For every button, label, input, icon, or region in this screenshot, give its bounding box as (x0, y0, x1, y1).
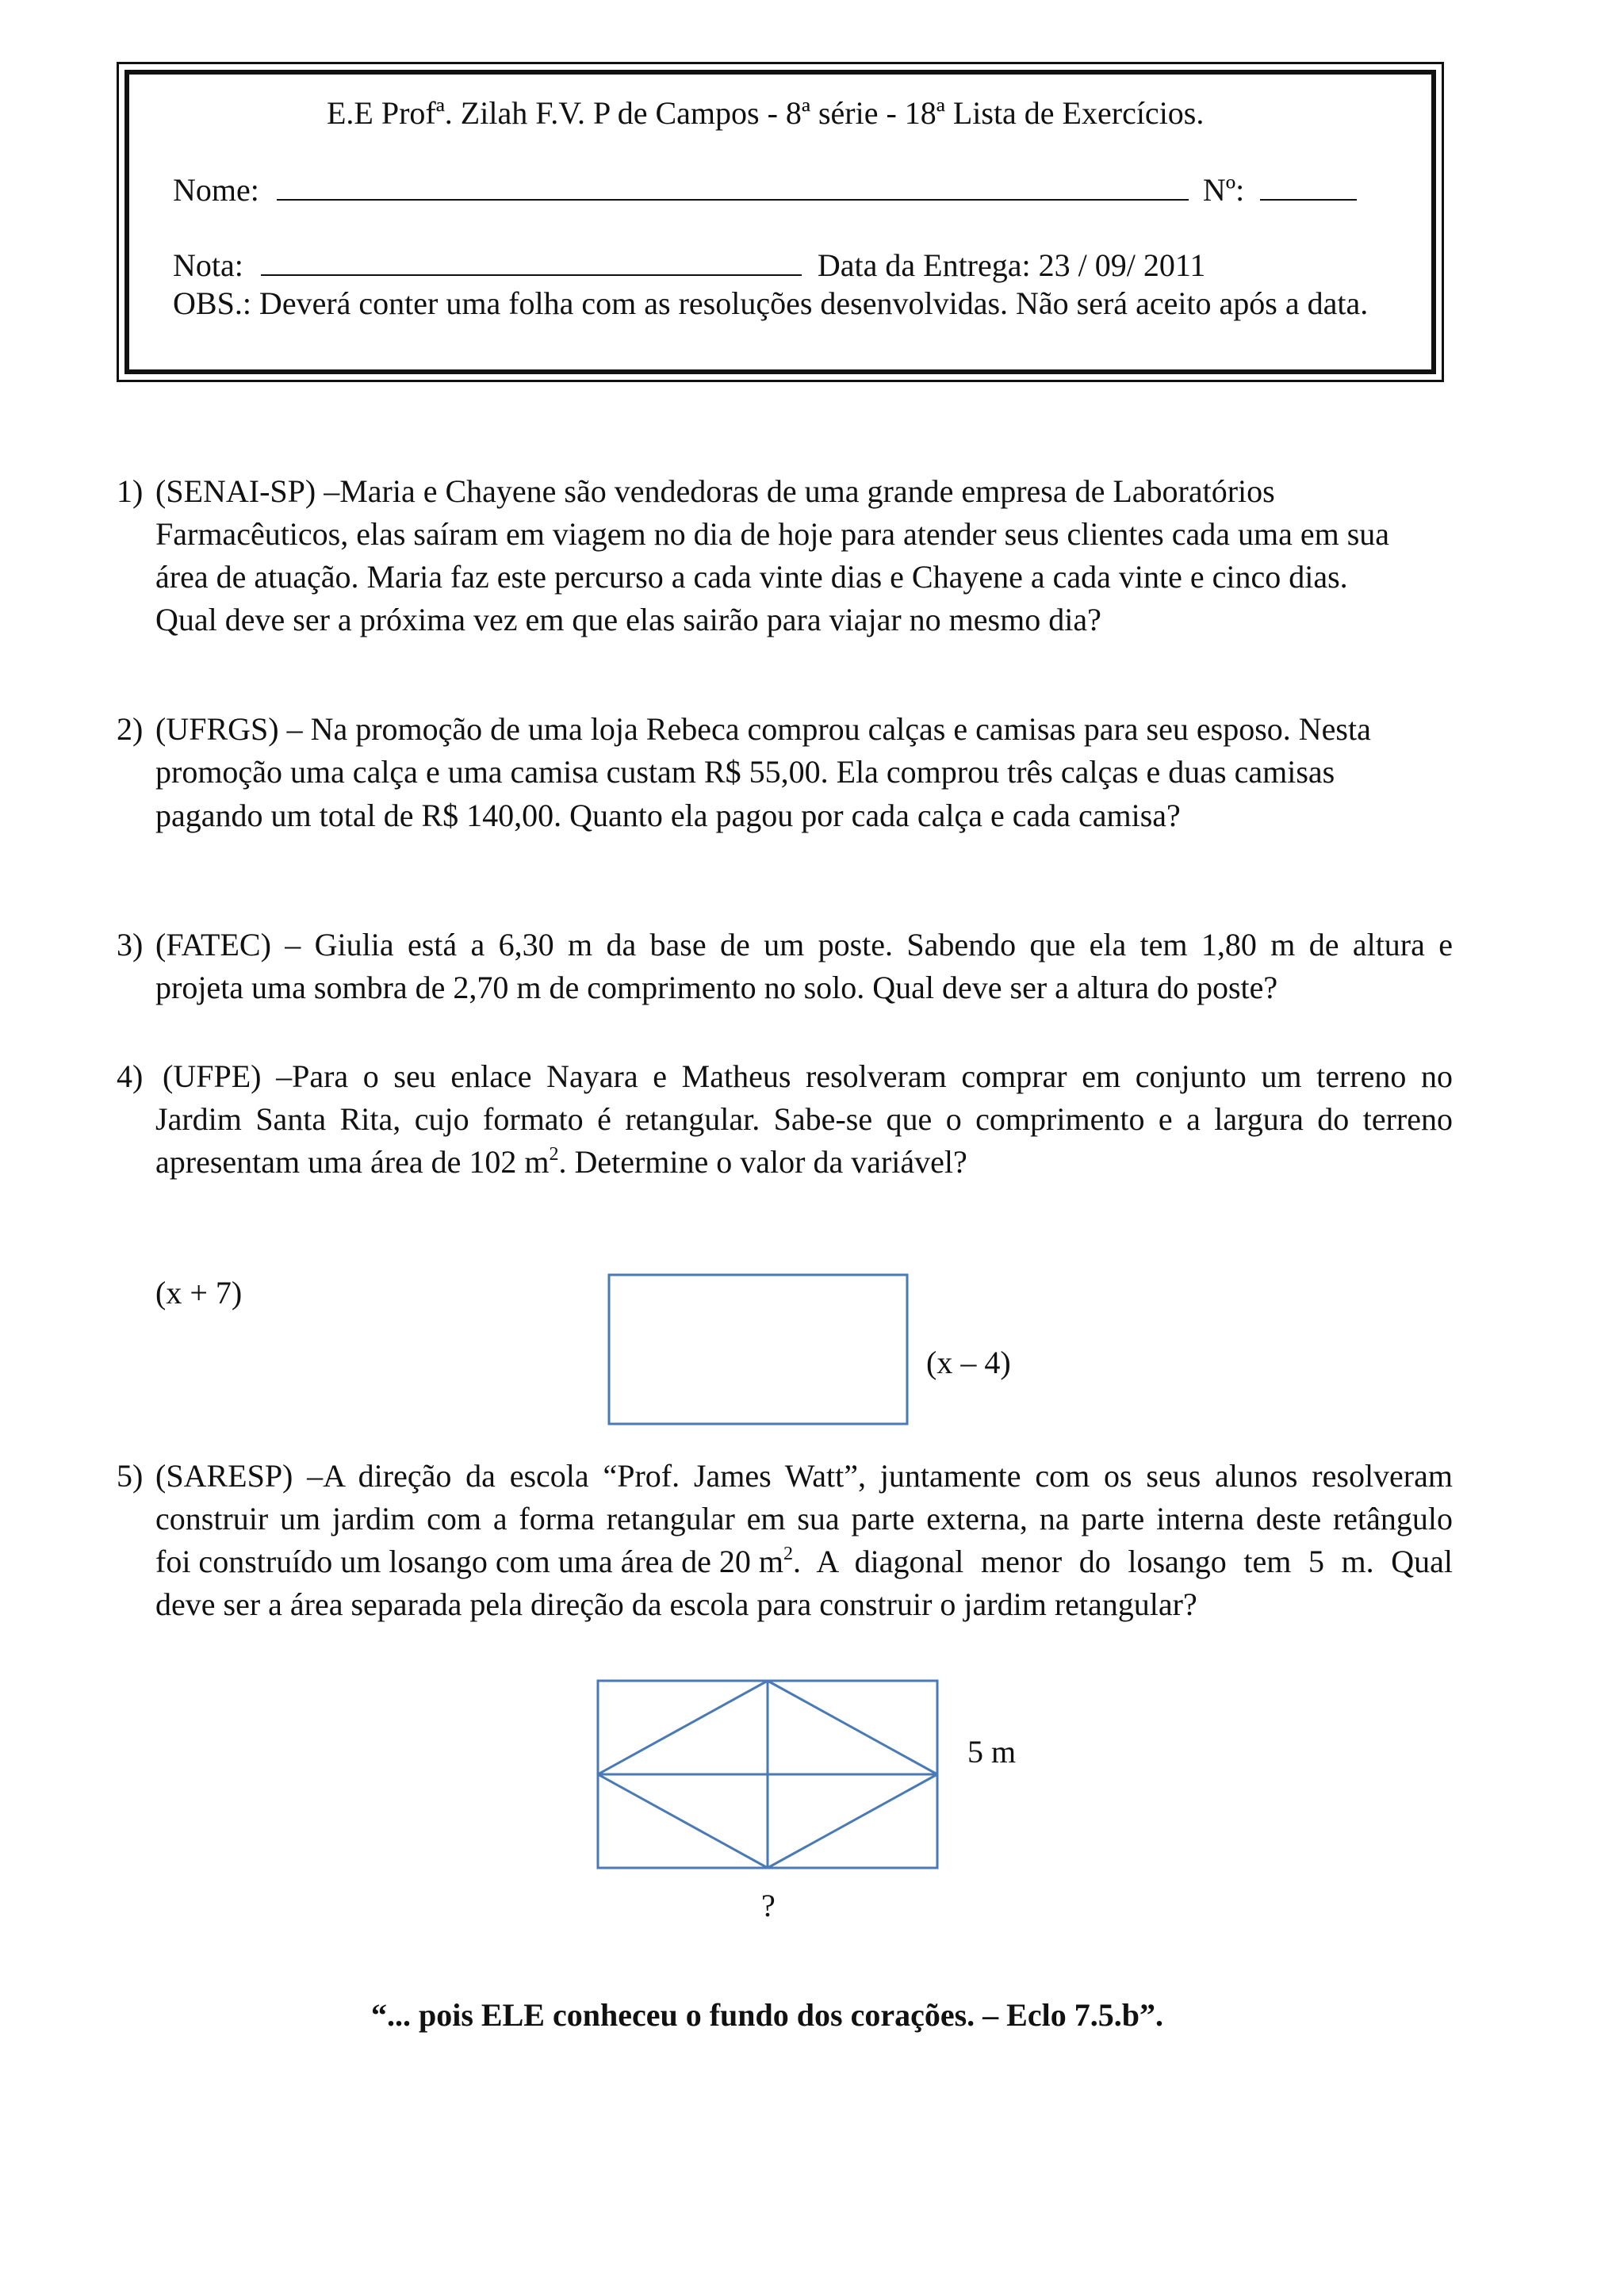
name-row (173, 170, 1357, 209)
question-line-area (155, 1143, 967, 1181)
grade-label: Nota: (173, 247, 243, 283)
number-field[interactable] (1260, 170, 1357, 201)
grade-row (173, 246, 1205, 285)
question-text-group (155, 1543, 793, 1581)
name-field[interactable] (277, 170, 1189, 201)
question-line: pagando um total de R$ 140,00. Quanto ela pagou por cada calça e cada camisa? (155, 798, 1181, 833)
terrain-rectangle-figure (604, 1272, 910, 1427)
number-label: Nº: (1202, 172, 1245, 208)
question-text: foi construído um losango com uma área de 20 m (155, 1544, 784, 1579)
rhombus-side (598, 1774, 768, 1868)
question-number: 1) (117, 473, 144, 509)
question-text: apresentam uma área de 102 m (155, 1144, 550, 1180)
obs-note: OBS.: Deverá conter uma folha com as resoluções desenvolvidas. Não será aceito após a data. (173, 285, 1369, 321)
question-line-area (155, 1543, 1453, 1581)
question-number: 4) (117, 1058, 144, 1094)
question-line: (SENAI-SP) –Maria e Chayene são vendedoras de uma grande empresa de Laboratórios (155, 473, 1275, 509)
question-line: construir um jardim com a forma retangular em sua parte externa, na parte interna deste retângulo (155, 1501, 1453, 1536)
rhombus-side (598, 1681, 768, 1774)
question-text: . A diagonal menor do losango tem 5 m. Qual (793, 1544, 1453, 1579)
terrain-rectangle (609, 1275, 907, 1424)
question-line: Farmacêuticos, elas saíram em viagem no dia de hoje para atender seus clientes cada uma em sua (155, 516, 1390, 552)
length-label: (x + 7) (155, 1275, 243, 1311)
question-line: projeta uma sombra de 2,70 m de comprimento no solo. Qual deve ser a altura do poste? (155, 970, 1278, 1005)
question-number: 2) (117, 711, 144, 747)
garden-figure (593, 1678, 942, 1872)
superscript: 2 (783, 1544, 794, 1564)
question-line: área de atuação. Maria faz este percurso a cada vinte dias e Chayene a cada vinte e cinco dias. (155, 559, 1348, 595)
question-line: promoção uma calça e uma camisa custam R$ 55,00. Ela comprou três calças e duas camisas (155, 754, 1335, 790)
question-line: (UFRGS) – Na promoção de uma loja Rebeca comprou calças e camisas para seu esposo. Nesta (155, 711, 1371, 747)
name-label: Nome: (173, 172, 259, 208)
due-date: Data da Entrega: 23 / 09/ 2011 (817, 247, 1206, 283)
question-line: (FATEC) – Giulia está a 6,30 m da base de um poste. Sabendo que ela tem 1,80 m de altura e (155, 927, 1453, 962)
width-label: (x – 4) (926, 1345, 1011, 1380)
rhombus-side (768, 1774, 937, 1868)
question-number: 3) (117, 927, 144, 962)
height-label: 5 m (967, 1734, 1017, 1770)
rhombus-side (768, 1681, 937, 1774)
question-line: Qual deve ser a próxima vez em que elas sairão para viajar no mesmo dia? (155, 602, 1101, 637)
footer-quote: “... pois ELE conheceu o fundo dos corações. – Eclo 7.5.b”. (371, 1997, 1163, 2033)
superscript: 2 (549, 1144, 559, 1165)
grade-field[interactable] (261, 246, 802, 276)
question-number: 5) (117, 1458, 144, 1494)
question-line: (UFPE) –Para o seu enlace Nayara e Matheus resolveram comprar em conjunto um terreno no (163, 1058, 1453, 1094)
header-title: E.E Profª. Zilah F.V. P de Campos - 8ª série - 18ª Lista de Exercícios. (327, 95, 1205, 131)
unknown-width-label: ? (761, 1888, 776, 1923)
question-line: deve ser a área separada pela direção da escola para construir o jardim retangular? (155, 1586, 1197, 1622)
question-line: Jardim Santa Rita, cujo formato é retangular. Sabe-se que o comprimento e a largura do terreno (155, 1101, 1453, 1137)
question-text: . Determine o valor da variável? (558, 1144, 967, 1180)
question-line: (SARESP) –A direção da escola “Prof. James Watt”, juntamente com os seus alunos resolveram (155, 1458, 1453, 1494)
